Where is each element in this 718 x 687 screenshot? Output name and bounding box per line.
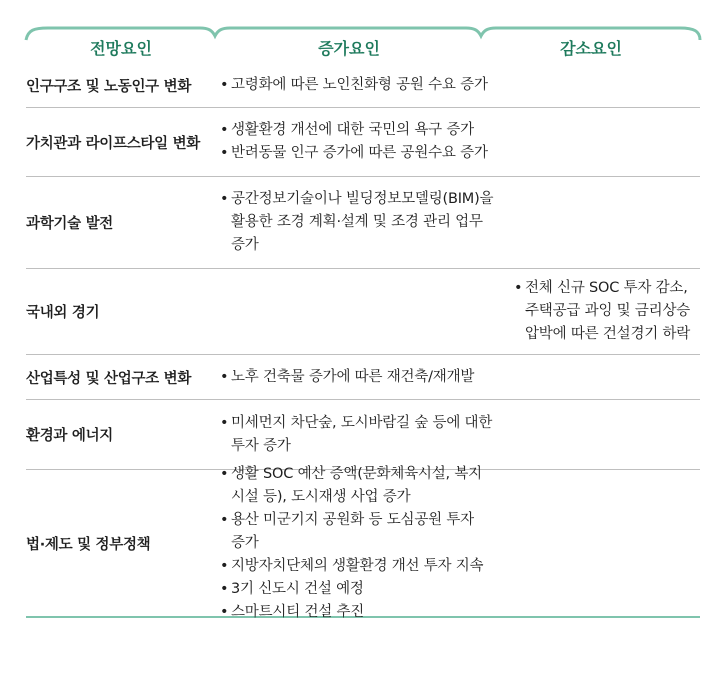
item-line: • 지방자치단체의 생활환경 개선 투자 지속 <box>231 557 484 574</box>
item-line: 주택공급 과잉 및 금리상승 <box>525 303 691 319</box>
table-row <box>26 64 700 108</box>
increase-item <box>220 366 500 389</box>
table-row <box>26 177 700 269</box>
header-outlook: 전망요인 <box>90 39 152 58</box>
increase-item <box>220 601 500 624</box>
increase-item <box>220 188 500 257</box>
item-line: • 전체 신규 SOC 투자 감소, <box>525 280 688 296</box>
item-line: 증가 <box>231 534 259 551</box>
item-line: • 생활환경 개선에 대한 국민의 욕구 증가 <box>231 122 474 138</box>
decrease-cell <box>514 64 700 107</box>
factor-label: 법·제도 및 정부정책 <box>26 536 151 553</box>
item-line: • 스마트시티 건설 추진 <box>231 603 365 620</box>
header-increase: 증가요인 <box>318 39 380 58</box>
increase-cell <box>220 108 500 176</box>
decrease-cell <box>514 177 700 268</box>
factor-label: 가치관과 라이프스타일 변화 <box>26 135 200 152</box>
increase-item <box>220 578 500 601</box>
item-line: • 3기 신도시 건설 예정 <box>231 580 364 597</box>
item-line: • 미세먼지 차단숲, 도시바람길 숲 등에 대한 <box>231 414 493 431</box>
increase-item <box>220 119 500 142</box>
increase-item <box>220 463 500 509</box>
increase-cell <box>220 465 500 620</box>
decrease-cell <box>514 108 700 176</box>
decrease-cell <box>514 269 700 354</box>
table-row <box>26 355 700 400</box>
item-line: • 공간정보기술이나 빌딩정보모델링(BIM)을 <box>231 191 494 207</box>
table-row <box>26 269 700 355</box>
increase-item <box>220 509 500 555</box>
factor-label: 과학기술 발전 <box>26 216 113 232</box>
item-line: • 생활 SOC 예산 증액(문화체육시설, 복지 <box>231 465 482 482</box>
table-row <box>26 400 700 470</box>
increase-item <box>220 142 500 165</box>
header-decrease: 감소요인 <box>560 39 622 58</box>
decrease-cell <box>514 355 700 399</box>
item-line: • 노후 건축물 증가에 따른 재건축/재개발 <box>231 368 475 385</box>
factor-label: 국내외 경기 <box>26 305 100 321</box>
table-header <box>0 0 718 66</box>
item-line: • 반려동물 인구 증가에 따른 공원수요 증가 <box>231 145 488 161</box>
item-line: 증가 <box>231 237 259 253</box>
item-line: • 용산 미군기지 공원화 등 도심공원 투자 <box>231 511 474 528</box>
increase-item <box>220 412 500 458</box>
item-line: 시설 등), 도시재생 사업 증가 <box>231 488 411 505</box>
item-line: 투자 증가 <box>231 437 291 454</box>
table-row <box>26 108 700 177</box>
increase-cell <box>220 355 500 399</box>
item-line: • 고령화에 따른 노인친화형 공원 수요 증가 <box>231 77 488 93</box>
item-line: 압박에 따른 건설경기 하락 <box>525 326 691 342</box>
table-body <box>26 64 700 618</box>
factor-label: 산업특성 및 산업구조 변화 <box>26 370 192 387</box>
increase-cell <box>220 400 500 469</box>
decrease-cell <box>514 470 700 616</box>
increase-cell <box>220 177 500 268</box>
increase-item <box>220 74 500 97</box>
decrease-item <box>514 277 700 346</box>
table-row <box>26 465 700 620</box>
item-line: 활용한 조경 계획·설계 및 조경 관리 업무 <box>231 214 483 230</box>
increase-item <box>220 555 500 578</box>
increase-cell <box>220 269 500 354</box>
decrease-cell <box>514 400 700 469</box>
factor-label: 인구구조 및 노동인구 변화 <box>26 79 192 95</box>
increase-cell <box>220 64 500 107</box>
factor-label: 환경과 에너지 <box>26 428 113 444</box>
